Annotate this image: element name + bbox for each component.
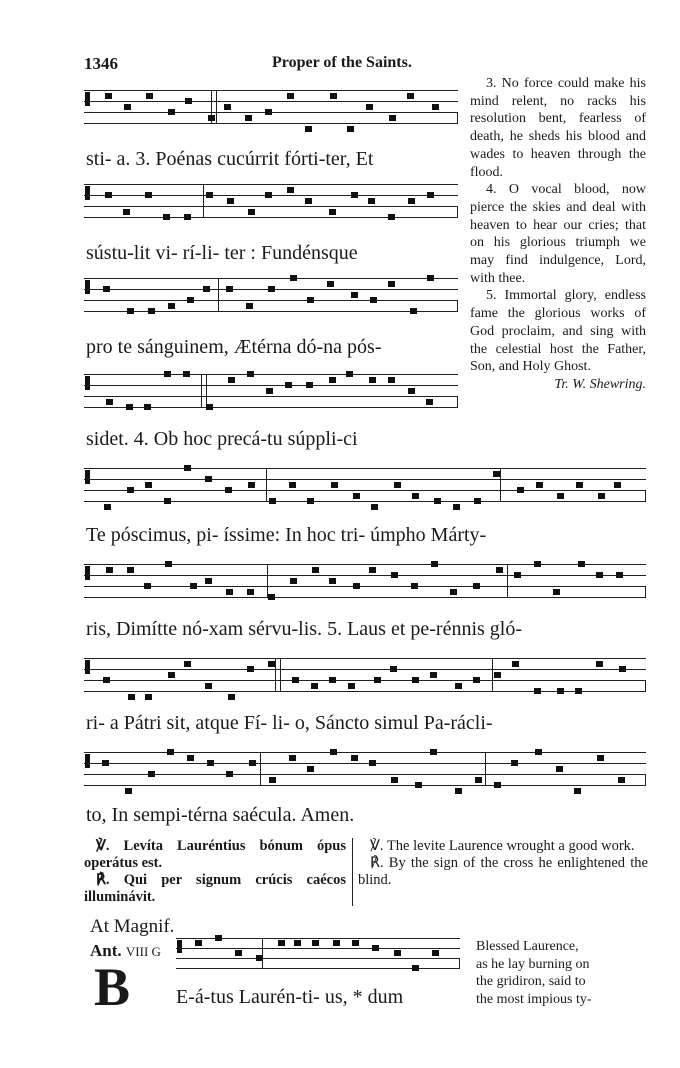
neume-note	[145, 192, 152, 198]
staff-bar	[500, 468, 501, 501]
neume-note	[305, 126, 312, 132]
neume-note	[105, 93, 112, 99]
neume-note	[374, 677, 381, 683]
clef	[85, 280, 90, 294]
neume-note	[187, 297, 194, 303]
neume-note	[598, 493, 605, 499]
neume-note	[103, 677, 110, 683]
neume-note	[205, 683, 212, 689]
neume-note	[473, 677, 480, 683]
neume-note	[388, 214, 395, 220]
neume-note	[294, 940, 301, 946]
neume-note	[227, 198, 234, 204]
neume-note	[290, 578, 297, 584]
staff-line	[84, 479, 646, 480]
neume-note	[412, 677, 419, 683]
neume-note	[578, 561, 585, 567]
neume-note	[333, 940, 340, 946]
versicle-english-r: ℟. By the sign of the cross he enlightened the blind.	[358, 855, 648, 888]
staff-bar	[275, 658, 281, 691]
staff-line	[84, 300, 458, 301]
neume-note	[247, 589, 254, 595]
neume-note	[453, 504, 460, 510]
neume-note	[410, 308, 417, 314]
antiphon-translation-line: the gridiron, said to	[476, 974, 586, 989]
neume-note	[306, 382, 313, 388]
translation-stanza-5: 5. Immortal glory, endless fame the glorious works of God proclaim, and sing with the celestial host the Father, Son, and Holy Ghost.	[470, 288, 646, 375]
lyric-line-6: ris, Dimítte nó-xam sérvu-lis. 5. Laus et pe-rénnis gló-	[86, 618, 523, 640]
staff-line	[84, 785, 646, 786]
staff-bar	[485, 752, 486, 785]
neume-note	[205, 476, 212, 482]
staff-line	[84, 217, 458, 218]
neume-note	[266, 388, 273, 394]
lyric-line-2: sústu-lit vi- rí-li- ter : Fundénsque	[86, 242, 358, 264]
neume-note	[597, 755, 604, 761]
clef	[85, 92, 90, 106]
neume-note	[352, 940, 359, 946]
staff-end-bar	[645, 586, 646, 597]
neume-note	[426, 399, 433, 405]
staff-line	[84, 763, 646, 764]
staff-line	[84, 278, 458, 279]
neume-note	[494, 672, 501, 678]
neume-note	[245, 115, 252, 121]
neume-note	[207, 760, 214, 766]
neume-note	[226, 771, 233, 777]
neume-note	[474, 498, 481, 504]
neume-note	[126, 404, 133, 410]
neume-note	[168, 109, 175, 115]
neume-note	[512, 661, 519, 667]
staff-bar	[262, 938, 263, 968]
staff-line	[84, 597, 646, 598]
antiphon-translation-line: the most impious ty-	[476, 991, 592, 1007]
neume-note	[185, 98, 192, 104]
neume-note	[106, 567, 113, 573]
staff-line	[84, 101, 458, 102]
chant-staff-8	[84, 746, 646, 794]
neume-note	[388, 377, 395, 383]
neume-note	[311, 683, 318, 689]
neume-note	[106, 399, 113, 405]
clef	[85, 660, 90, 674]
staff-end-bar	[457, 300, 458, 311]
neume-note	[144, 404, 151, 410]
neume-note	[205, 578, 212, 584]
neume-note	[148, 308, 155, 314]
neume-note	[127, 308, 134, 314]
staff-end-bar	[459, 958, 460, 968]
neume-note	[430, 749, 437, 755]
neume-note	[256, 955, 263, 961]
antiphon-mode: VIII G	[125, 944, 161, 959]
lyric-line-8: to, In sempi-térna saécula. Amen.	[86, 804, 355, 826]
neume-note	[574, 788, 581, 794]
neume-note	[144, 583, 151, 589]
staff-line	[84, 374, 458, 375]
neume-note	[124, 104, 131, 110]
neume-note	[287, 187, 294, 193]
neume-note	[388, 281, 395, 287]
neume-note	[511, 760, 518, 766]
neume-note	[187, 755, 194, 761]
neume-note	[351, 755, 358, 761]
translation-stanza-4: 4. O vocal blood, now pierce the skies and deal with heaven to hear our cries; that on his glorious triumph we may find indulgence, Lord, with thee.	[470, 182, 646, 286]
neume-note	[246, 303, 253, 309]
neume-note	[184, 465, 191, 471]
neume-note	[307, 498, 314, 504]
antiphon-translation	[476, 938, 648, 1008]
antiphon-ant-label: Ant.	[90, 941, 122, 960]
neume-note	[195, 940, 202, 946]
versicle-latin	[84, 838, 353, 906]
neume-note	[287, 93, 294, 99]
neume-note	[305, 198, 312, 204]
neume-note	[366, 104, 373, 110]
staff-line	[84, 468, 646, 469]
neume-note	[128, 694, 135, 700]
neume-note	[268, 594, 275, 600]
staff-line	[84, 396, 458, 397]
neume-note	[228, 377, 235, 383]
neume-note	[248, 209, 255, 215]
staff-end-bar	[645, 774, 646, 785]
antiphon-translation-line: as he lay burning on	[476, 956, 590, 972]
neume-note	[163, 214, 170, 220]
neume-note	[368, 198, 375, 204]
chant-staff-3	[84, 272, 458, 320]
staff-end-bar	[645, 680, 646, 691]
neume-note	[534, 561, 541, 567]
neume-note	[146, 93, 153, 99]
neume-note	[346, 371, 353, 377]
neume-note	[619, 666, 626, 672]
neume-note	[407, 93, 414, 99]
neume-note	[455, 683, 462, 689]
neume-note	[265, 109, 272, 115]
neume-note	[557, 493, 564, 499]
neume-note	[369, 567, 376, 573]
neume-note	[268, 286, 275, 292]
neume-note	[104, 504, 111, 510]
neume-note	[556, 766, 563, 772]
staff-line	[84, 385, 458, 386]
translation-stanza-3: 3. No force could make his mind relent, no racks his resolution bent, fearless of death, he sheds his blood and wades to heaven through the flood.	[470, 76, 646, 180]
neume-note	[226, 286, 233, 292]
neume-note	[268, 661, 275, 667]
neume-note	[329, 377, 336, 383]
neume-note	[183, 371, 190, 377]
neume-note	[289, 482, 296, 488]
neume-note	[226, 589, 233, 595]
neume-note	[123, 209, 130, 215]
neume-note	[394, 950, 401, 956]
lyric-line-3: pro te sánguinem, Ætérna dó-na pós-	[86, 336, 382, 358]
neume-note	[167, 749, 174, 755]
neume-note	[496, 567, 503, 573]
staff-end-bar	[457, 396, 458, 407]
staff-bar	[507, 564, 508, 597]
clef	[85, 754, 90, 768]
neume-note	[576, 482, 583, 488]
antiphon-staff	[176, 932, 460, 976]
chant-staff-2	[84, 178, 458, 226]
chant-staff-5	[84, 462, 646, 510]
hymn-translation	[470, 75, 646, 394]
neume-note	[330, 749, 337, 755]
neume-note	[596, 572, 603, 578]
neume-note	[105, 192, 112, 198]
neume-note	[289, 755, 296, 761]
neume-note	[493, 471, 500, 477]
neume-note	[145, 482, 152, 488]
neume-note	[249, 760, 256, 766]
staff-line	[176, 958, 460, 959]
neume-note	[557, 688, 564, 694]
neume-note	[514, 572, 521, 578]
chant-staff-1	[84, 84, 458, 132]
neume-note	[247, 666, 254, 672]
neume-note	[248, 482, 255, 488]
clef	[177, 940, 182, 953]
neume-note	[203, 286, 210, 292]
neume-note	[145, 694, 152, 700]
clef	[85, 470, 90, 484]
staff-line	[84, 184, 458, 185]
neume-note	[168, 303, 175, 309]
neume-note	[391, 572, 398, 578]
neume-note	[103, 286, 110, 292]
neume-note	[427, 192, 434, 198]
neume-note	[164, 498, 171, 504]
staff-line	[84, 658, 646, 659]
neume-note	[596, 661, 603, 667]
neume-note	[534, 688, 541, 694]
neume-note	[164, 371, 171, 377]
staff-end-bar	[645, 490, 646, 501]
neume-note	[165, 561, 172, 567]
neume-note	[473, 583, 480, 589]
neume-note	[432, 104, 439, 110]
neume-note	[307, 297, 314, 303]
neume-note	[431, 561, 438, 567]
neume-note	[427, 275, 434, 281]
neume-note	[408, 388, 415, 394]
neume-note	[265, 192, 272, 198]
neume-note	[618, 777, 625, 783]
translation-credit: Tr. W. Shewring.	[554, 376, 646, 392]
neume-note	[389, 115, 396, 121]
neume-note	[536, 482, 543, 488]
staff-line	[84, 586, 646, 587]
neume-note	[455, 788, 462, 794]
staff-line	[84, 123, 458, 124]
neume-note	[347, 126, 354, 132]
neume-note	[235, 950, 242, 956]
neume-note	[278, 940, 285, 946]
neume-note	[127, 487, 134, 493]
lyric-line-1: sti- a. 3. Poénas cucúrrit fórti-ter, Et	[86, 148, 374, 170]
staff-bar	[218, 278, 219, 311]
neume-note	[517, 487, 524, 493]
neume-note	[184, 214, 191, 220]
neume-note	[475, 777, 482, 783]
at-magnificat-label: At Magnif.	[90, 916, 175, 937]
staff-line	[84, 311, 458, 312]
neume-note	[206, 404, 213, 410]
staff-bar	[203, 184, 204, 217]
neume-note	[292, 677, 299, 683]
neume-note	[269, 777, 276, 783]
neume-note	[330, 93, 337, 99]
neume-note	[430, 672, 437, 678]
neume-note	[371, 504, 378, 510]
lyric-line-7: ri- a Pátri sit, atque Fí- li- o, Sáncto simul Pa-rácli-	[86, 712, 493, 734]
initial-letter: B	[94, 957, 131, 1017]
neume-note	[148, 771, 155, 777]
versicle-english	[358, 838, 648, 889]
neume-note	[351, 292, 358, 298]
neume-note	[206, 192, 213, 198]
neume-note	[390, 666, 397, 672]
page-number: 1346	[84, 54, 118, 73]
neume-note	[168, 672, 175, 678]
neume-note	[184, 661, 191, 667]
clef	[85, 566, 90, 580]
clef	[85, 376, 90, 390]
neume-note	[329, 209, 336, 215]
chant-staff-7	[84, 652, 646, 700]
neume-note	[614, 482, 621, 488]
versicle-latin-v: ℣. Levíta Lauréntius bónum ópus operátus est.	[84, 838, 346, 871]
neume-note	[327, 281, 334, 287]
neume-note	[434, 498, 441, 504]
neume-note	[290, 275, 297, 281]
staff-line	[84, 575, 646, 576]
neume-note	[247, 371, 254, 377]
neume-note	[553, 589, 560, 595]
chant-staff-4	[84, 368, 458, 416]
neume-note	[372, 945, 379, 951]
lyric-line-5: Te póscimus, pi- íssime: In hoc tri- úmpho Márty-	[86, 524, 487, 546]
staff-line	[176, 948, 460, 949]
neume-note	[331, 482, 338, 488]
neume-note	[329, 578, 336, 584]
neume-note	[269, 498, 276, 504]
staff-bar	[201, 374, 207, 407]
lyric-line-4: sidet. 4. Ob hoc precá-tu súppli-ci	[86, 428, 358, 450]
chant-staff-6	[84, 558, 646, 606]
neume-note	[102, 760, 109, 766]
neume-note	[394, 482, 401, 488]
staff-line	[84, 774, 646, 775]
neume-note	[369, 760, 376, 766]
neume-note	[125, 788, 132, 794]
staff-bar	[260, 752, 261, 785]
neume-note	[228, 694, 235, 700]
neume-note	[494, 782, 501, 788]
staff-line	[84, 90, 458, 91]
staff-end-bar	[457, 112, 458, 123]
neume-note	[312, 940, 319, 946]
staff-bar	[266, 468, 267, 501]
neume-note	[127, 567, 134, 573]
neume-note	[370, 297, 377, 303]
versicle-english-v: ℣. The levite Laurence wrought a good work.	[370, 838, 635, 854]
staff-end-bar	[457, 206, 458, 217]
staff-line	[84, 206, 458, 207]
clef	[85, 186, 90, 200]
versicle-latin-r: ℟. Qui per signum crúcis caécos illuminávit.	[84, 872, 346, 905]
neume-note	[225, 487, 232, 493]
neume-note	[411, 583, 418, 589]
antiphon-lyric: E-á-tus Laurén-ti- us, * dum	[176, 986, 404, 1008]
neume-note	[408, 198, 415, 204]
neume-note	[369, 377, 376, 383]
neume-note	[348, 683, 355, 689]
neume-note	[307, 766, 314, 772]
neume-note	[616, 572, 623, 578]
neume-note	[215, 935, 222, 941]
neume-note	[224, 104, 231, 110]
staff-line	[84, 490, 646, 491]
neume-note	[312, 567, 319, 573]
page-title: Proper of the Saints.	[272, 54, 412, 71]
neume-note	[450, 589, 457, 595]
neume-note	[208, 115, 215, 121]
neume-note	[353, 493, 360, 499]
neume-note	[412, 493, 419, 499]
neume-note	[353, 583, 360, 589]
staff-bar	[267, 564, 268, 597]
neume-note	[391, 777, 398, 783]
neume-note	[415, 782, 422, 788]
neume-note	[412, 965, 419, 971]
neume-note	[432, 950, 439, 956]
staff-line	[84, 680, 646, 681]
neume-note	[285, 382, 292, 388]
neume-note	[190, 583, 197, 589]
staff-bar	[492, 658, 493, 691]
staff-line	[84, 669, 646, 670]
neume-note	[535, 749, 542, 755]
neume-note	[329, 677, 336, 683]
neume-note	[351, 192, 358, 198]
antiphon-translation-line: Blessed Laurence,	[476, 939, 579, 954]
staff-line	[84, 407, 458, 408]
neume-note	[575, 688, 582, 694]
